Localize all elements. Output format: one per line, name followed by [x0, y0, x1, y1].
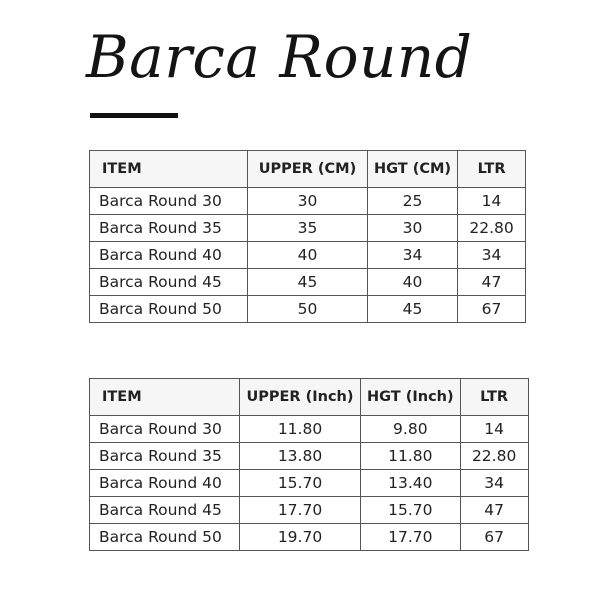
height-cell: 17.70	[361, 524, 461, 551]
column-header-item: ITEM	[90, 151, 248, 188]
table-row	[90, 242, 526, 269]
table-row	[90, 524, 529, 551]
table-header-row	[90, 151, 526, 188]
item-cell: Barca Round 45	[90, 269, 248, 296]
upper-cell: 45	[248, 269, 368, 296]
upper-cell: 50	[248, 296, 368, 323]
column-header-liters: LTR	[458, 151, 526, 188]
upper-cell: 30	[248, 188, 368, 215]
item-cell: Barca Round 30	[90, 188, 248, 215]
item-cell: Barca Round 35	[90, 215, 248, 242]
upper-cell: 35	[248, 215, 368, 242]
liters-cell: 14	[458, 188, 526, 215]
upper-cell: 11.80	[240, 416, 361, 443]
liters-cell: 47	[458, 269, 526, 296]
column-header-height: HGT (Inch)	[361, 379, 461, 416]
upper-cell: 19.70	[240, 524, 361, 551]
column-header-upper: UPPER (Inch)	[240, 379, 361, 416]
item-cell: Barca Round 50	[90, 296, 248, 323]
column-header-height: HGT (CM)	[368, 151, 458, 188]
liters-cell: 22.80	[460, 443, 528, 470]
liters-cell: 14	[460, 416, 528, 443]
liters-cell: 34	[460, 470, 528, 497]
table-row	[90, 296, 526, 323]
table-row	[90, 497, 529, 524]
table-header-row	[90, 379, 529, 416]
table-row	[90, 188, 526, 215]
table-row	[90, 215, 526, 242]
height-cell: 11.80	[361, 443, 461, 470]
liters-cell: 34	[458, 242, 526, 269]
item-cell: Barca Round 30	[90, 416, 240, 443]
upper-cell: 17.70	[240, 497, 361, 524]
table-row	[90, 470, 529, 497]
liters-cell: 47	[460, 497, 528, 524]
liters-cell: 67	[460, 524, 528, 551]
height-cell: 40	[368, 269, 458, 296]
height-cell: 34	[368, 242, 458, 269]
height-cell: 13.40	[361, 470, 461, 497]
item-cell: Barca Round 50	[90, 524, 240, 551]
liters-cell: 22.80	[458, 215, 526, 242]
item-cell: Barca Round 45	[90, 497, 240, 524]
item-cell: Barca Round 35	[90, 443, 240, 470]
table-row	[90, 269, 526, 296]
height-cell: 9.80	[361, 416, 461, 443]
column-header-upper: UPPER (CM)	[248, 151, 368, 188]
upper-cell: 40	[248, 242, 368, 269]
page-title: Barca Round	[86, 23, 473, 91]
title-underline	[90, 113, 178, 118]
item-cell: Barca Round 40	[90, 242, 248, 269]
table-row	[90, 443, 529, 470]
height-cell: 45	[368, 296, 458, 323]
column-header-item: ITEM	[90, 379, 240, 416]
height-cell: 15.70	[361, 497, 461, 524]
upper-cell: 15.70	[240, 470, 361, 497]
size-table-cm	[89, 150, 526, 323]
item-cell: Barca Round 40	[90, 470, 240, 497]
height-cell: 30	[368, 215, 458, 242]
size-table-inch	[89, 378, 529, 551]
upper-cell: 13.80	[240, 443, 361, 470]
column-header-liters: LTR	[460, 379, 528, 416]
table-row	[90, 416, 529, 443]
liters-cell: 67	[458, 296, 526, 323]
height-cell: 25	[368, 188, 458, 215]
